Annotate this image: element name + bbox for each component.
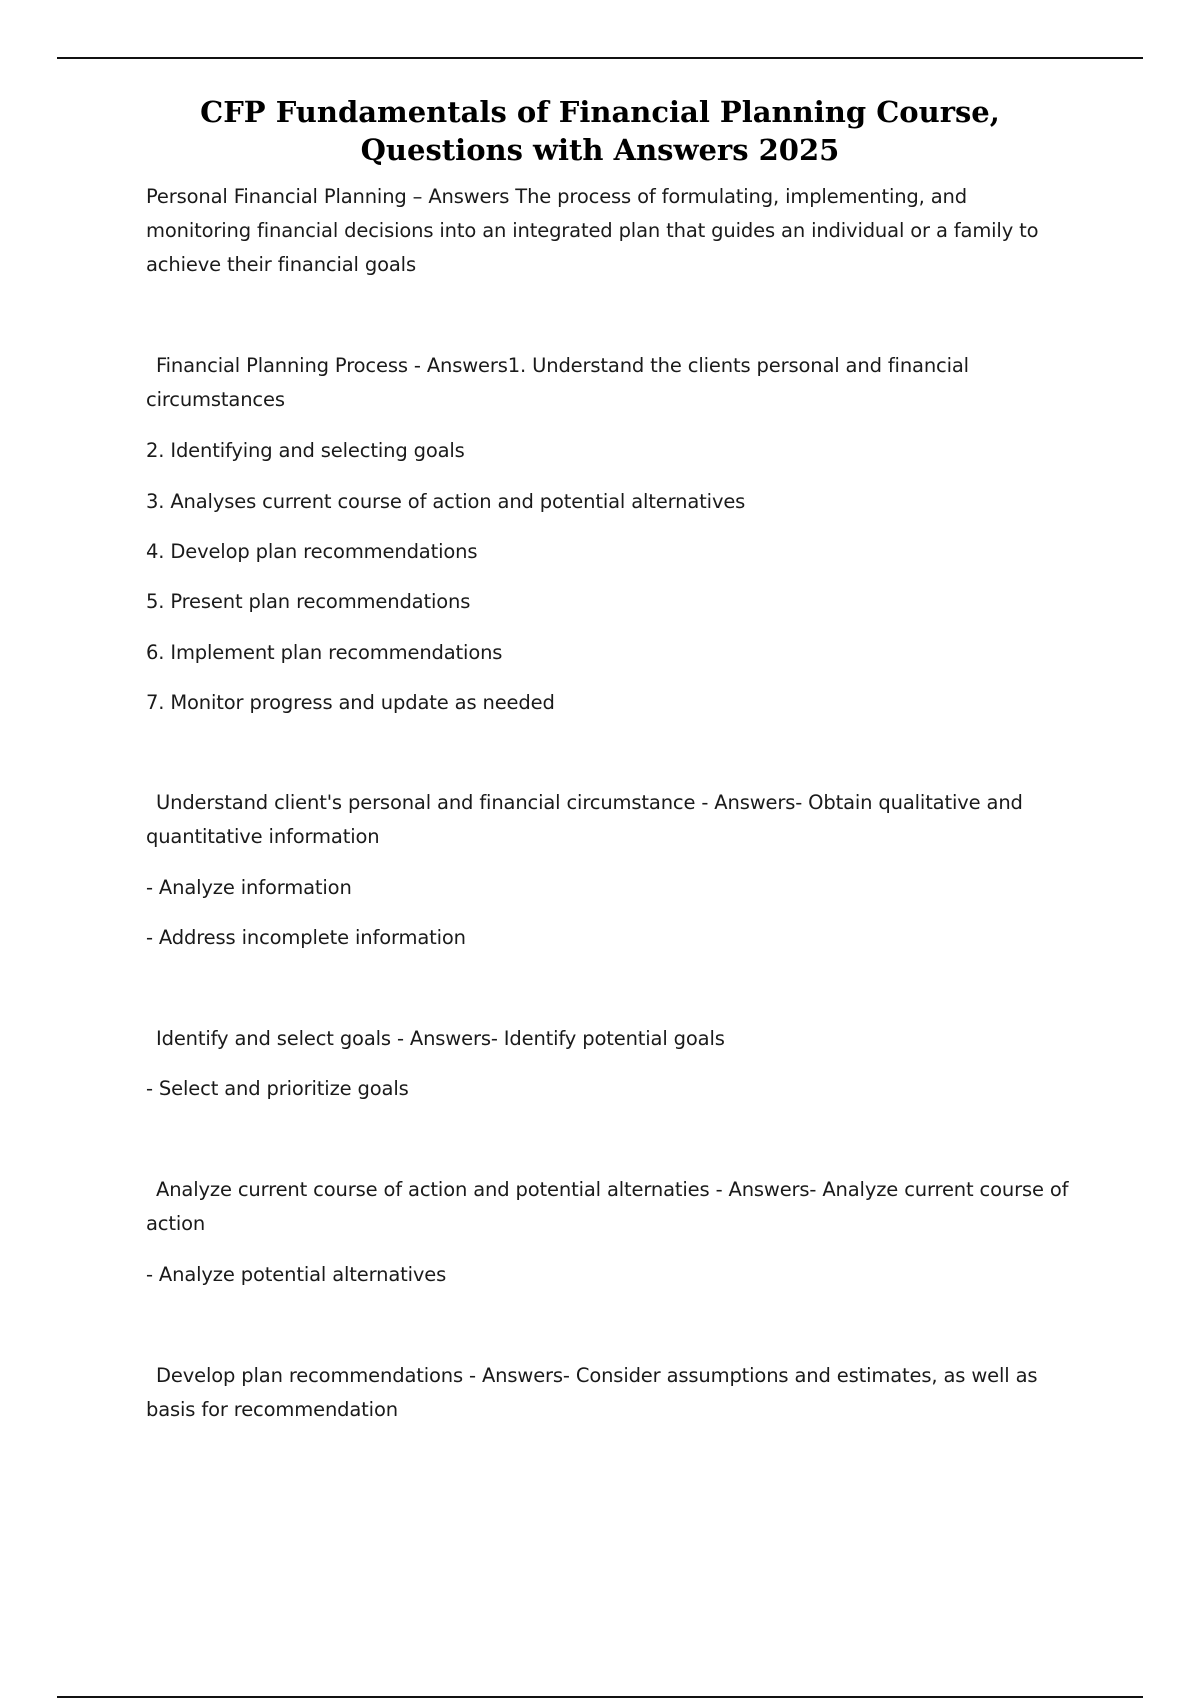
title-line-1: CFP Fundamentals of Financial Planning Course, <box>200 95 1000 130</box>
title-line-2: Questions with Answers 2025 <box>360 133 840 168</box>
list-item: 5. Present plan recommendations <box>146 590 471 613</box>
qa-identify-goals: Identify and select goals - Answers- Identify potential goals <box>156 1027 725 1050</box>
text-line: Develop plan recommendations - Answers- Consider assumptions and estimates, as well as <box>156 1364 1038 1387</box>
list-item: 6. Implement plan recommendations <box>146 641 503 664</box>
text-line: monitoring financial decisions into an integrated plan that guides an individual or a family to <box>146 219 1039 242</box>
list-item: - Select and prioritize goals <box>146 1077 409 1100</box>
text-line: basis for recommendation <box>146 1398 398 1421</box>
qa-financial-planning-process <box>146 349 1096 417</box>
list-item: 2. Identifying and selecting goals <box>146 439 465 462</box>
list-item: 4. Develop plan recommendations <box>146 540 478 563</box>
list-item: - Analyze potential alternatives <box>146 1263 447 1286</box>
qa-understand-client <box>146 786 1096 854</box>
list-item: - Address incomplete information <box>146 926 466 949</box>
list-item: 3. Analyses current course of action and potential alternatives <box>146 490 746 513</box>
text-line: achieve their financial goals <box>146 253 416 276</box>
qa-develop-recommendations <box>146 1359 1096 1427</box>
qa-personal-financial-planning <box>146 180 1096 282</box>
text-line: Financial Planning Process - Answers1. Understand the clients personal and financial <box>156 354 969 377</box>
text-line: circumstances <box>146 388 285 411</box>
text-line: Understand client's personal and financial circumstance - Answers- Obtain qualitative and <box>156 791 1023 814</box>
qa-analyze-course <box>146 1173 1096 1241</box>
text-line: action <box>146 1212 206 1235</box>
bottom-rule <box>57 1696 1143 1698</box>
top-rule <box>57 57 1143 59</box>
text-line: quantitative information <box>146 825 380 848</box>
text-line: Analyze current course of action and potential alternaties - Answers- Analyze current course of <box>156 1178 1069 1201</box>
list-item: - Analyze information <box>146 876 352 899</box>
text-line: Personal Financial Planning – Answers The process of formulating, implementing, and <box>146 185 967 208</box>
list-item: 7. Monitor progress and update as needed <box>146 691 555 714</box>
document-title <box>0 93 1200 169</box>
